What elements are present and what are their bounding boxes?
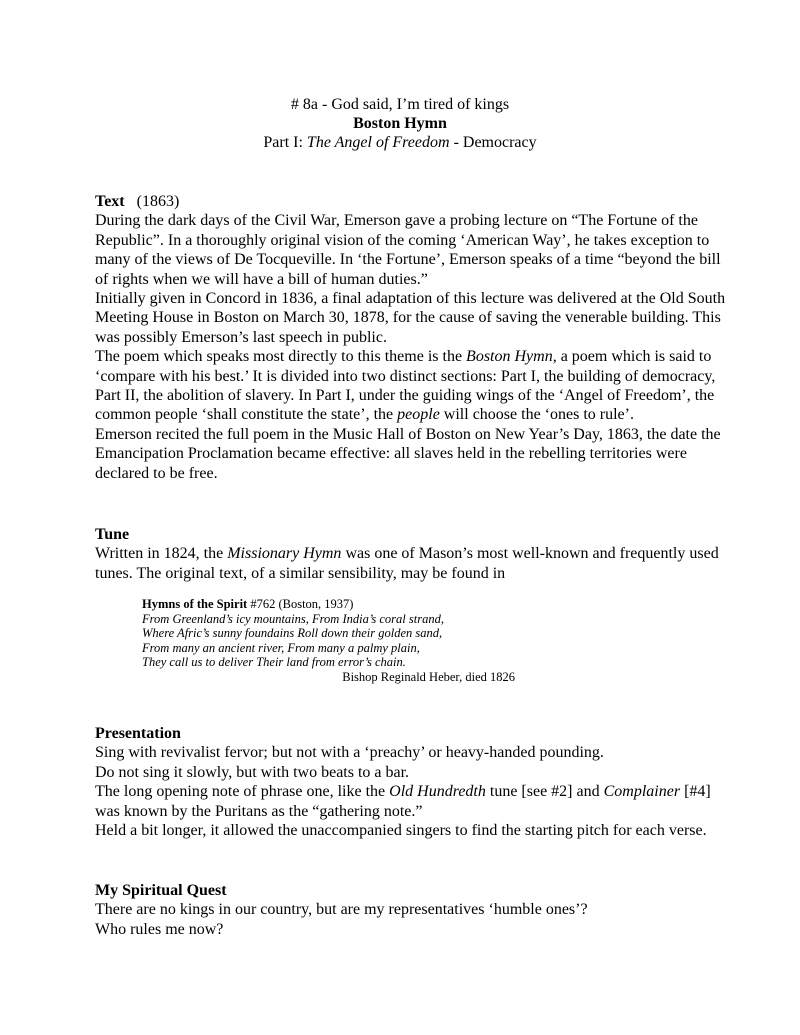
document-header: [0, 95, 800, 152]
hymn-number: # 8a - God said, I’m tired of kings: [290, 96, 510, 113]
text-paragraph-2: Initially given in Concord in 1836, a final adaptation of this lecture was delivered at the Old South Meeting House in Boston on March 30, 1878, for the cause of saving the venerable building. This was possibly Emerson’s last speech in public.: [95, 290, 726, 346]
tune-paragraph: Written in 1824, the Missionary Hymn was one of Mason’s most well-known and frequently used tunes. The original text, of a similar sensibility, may be found in: [95, 545, 719, 582]
tune-heading: Tune: [95, 526, 130, 543]
text-paragraph-3: The poem which speaks most directly to this theme is the Boston Hymn, a poem which is said to ‘compare with his best.’ It is divided into two distinct sections: Part I, the building of democracy, Part II, the abolition of slavery. In Part I, under the guiding wings of the ‘Angel of Freedom’, the common people ‘shall constitute the state’, the people will choose the ‘ones to rule’.: [95, 348, 716, 424]
quote-line: From Greenland’s icy mountains, From India’s coral strand,: [142, 611, 444, 626]
quote-source: Hymns of the Spirit #762 (Boston, 1937): [142, 597, 354, 611]
quote-line: From many an ancient river, From many a palmy plain,: [142, 640, 420, 655]
text-section: [95, 192, 735, 483]
tune-section: [95, 525, 735, 583]
quest-line: There are no kings in our country, but are my representatives ‘humble ones’?: [95, 901, 588, 919]
hymn-subtitle: Part I: The Angel of Freedom - Democracy: [263, 134, 537, 151]
quote-attribution: Bishop Reginald Heber, died 1826: [342, 669, 515, 684]
presentation-line: Do not sing it slowly, but with two beats to a bar.: [95, 763, 410, 781]
presentation-heading: Presentation: [95, 725, 181, 742]
quest-section: [95, 881, 735, 939]
text-paragraph-1: During the dark days of the Civil War, Emerson gave a probing lecture on “The Fortune of the Republic”. In a thoroughly original vision of the coming ‘American Way’, he takes exception to many of the views of De Tocqueville. In ‘the Fortune’, Emerson speaks of a time “beyond the bill of rights when we will have a bill of human duties.”: [95, 212, 721, 288]
presentation-line: Sing with revivalist fervor; but not with a ‘preachy’ or heavy-handed pounding.: [95, 744, 604, 762]
text-paragraph-4: Emerson recited the full poem in the Music Hall of Boston on New Year’s Day, 1863, the date the Emancipation Proclamation became effective: all slaves held in the rebelling territories were declared to be free.: [95, 425, 721, 482]
presentation-line: The long opening note of phrase one, like the Old Hundredth tune [see #2] and Complainer [#4] was known by the Puritans as the “gathering note.”: [95, 783, 711, 820]
presentation-line: Held a bit longer, it allowed the unaccompanied singers to find the starting pitch for each verse.: [95, 822, 707, 840]
hymn-title: Boston Hymn: [353, 115, 447, 132]
quote-line: Where Afric’s sunny foundains Roll down their golden sand,: [142, 626, 443, 640]
text-heading: Text: [95, 193, 125, 210]
quest-line: Who rules me now?: [95, 920, 224, 938]
quest-heading: My Spiritual Quest: [95, 882, 227, 899]
presentation-section: [95, 724, 735, 840]
text-year: (1863): [136, 193, 180, 210]
quote-line: They call us to deliver Their land from error’s chain.: [142, 655, 406, 669]
hymn-quote: [142, 597, 542, 684]
